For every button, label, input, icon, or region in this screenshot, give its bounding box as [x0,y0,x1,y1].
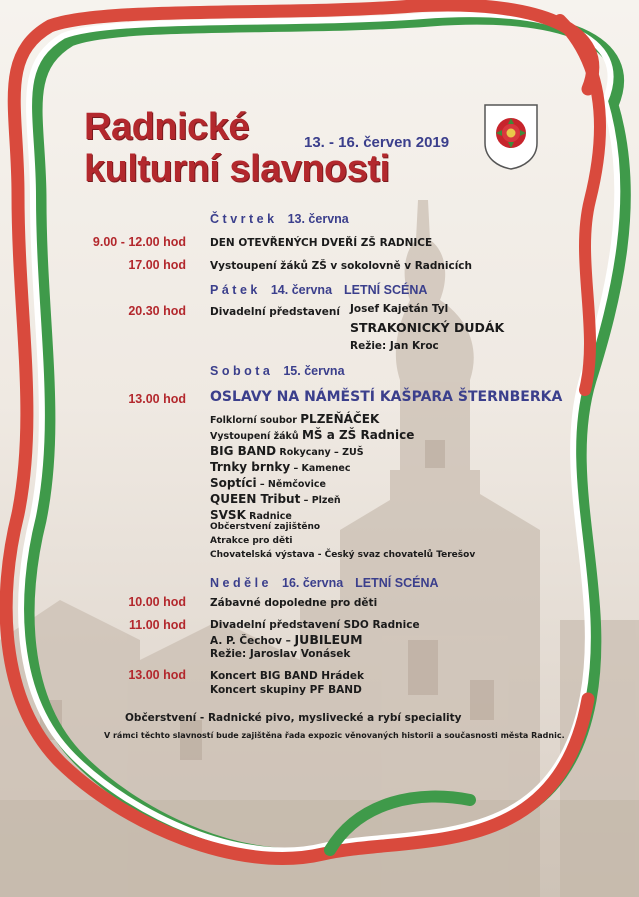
day-header-saturday [210,364,345,378]
event-title: Divadelní představení SDO Radnice [210,619,420,631]
play-author: Josef Kajetán Tyl [350,303,449,315]
day-date: 14. června [270,283,333,297]
day-name: Čtvrtek [210,212,278,226]
performer-item: BIG BAND Rokycany – ZUŠ [210,444,364,458]
event-title: Vystoupení žáků ZŠ v sokolovně v Radnicích [210,260,473,272]
day-header-thursday [210,212,349,226]
event-time: 11.00 hod [129,618,186,632]
extras-item: Občerstvení zajištěno [210,522,321,532]
event-time: 10.00 hod [128,595,186,609]
performer-item: Vystoupení žáků MŠ a ZŠ Radnice [210,428,415,442]
event-time: 9.00 - 12.00 hod [92,235,186,249]
day-name: Neděle [210,576,272,590]
venue: LETNÍ SCÉNA [344,283,428,297]
performer-item: SVSK Radnice [210,508,292,522]
performer-item: QUEEN Tribut – Plzeň [210,492,341,506]
event-title: DEN OTEVŘENÝCH DVEŘÍ ZŠ RADNICE [210,237,433,249]
day-date: 16. června [282,576,344,590]
play-line: A. P. Čechov – JUBILEUM [210,632,363,647]
day-date: 15. června [283,364,345,378]
extras-item: Atrakce pro děti [210,536,293,546]
footer-note: V rámci těchto slavností bude zajištěna řada expozic věnovaných historii a současnosti města Radnic. [104,731,565,740]
performer-item: Folklorní soubor PLZEŇÁČEK [210,412,380,426]
performer-list [210,412,414,524]
event-title: Zábavné dopoledne pro děti [210,597,378,609]
title-line1: Radnické [84,106,249,148]
day-header-friday [210,283,427,297]
event-time: 17.00 hod [128,258,186,272]
play-title: STRAKONICKÝ DUDÁK [350,320,505,335]
extras-item: Chovatelská výstava - Český svaz chovatelů Terešov [210,550,476,560]
extras-list [210,520,475,562]
event-time: 13.00 hod [128,392,186,406]
performer-item: Trnky brnky – Kamenec [210,460,351,474]
event-time: 20.30 hod [128,304,186,318]
performer-item: Soptíci – Němčovice [210,476,326,490]
day-date: 13. června [287,212,349,226]
date-range: 13. - 16. červen 2019 [304,134,450,151]
refreshments-note: Občerstvení - Radnické pivo, myslivecké a rybí speciality [125,712,462,724]
event-title-2: Koncert skupiny PF BAND [210,684,362,696]
event-title: Koncert BIG BAND Hrádek [210,670,364,682]
event-time: 13.00 hod [128,668,186,682]
play-director: Režie: Jan Kroc [350,340,439,352]
event-title-main: OSLAVY NA NÁMĚSTÍ KAŠPARA ŠTERNBERKA [210,389,563,405]
day-header-sunday [210,576,439,590]
event-title: Divadelní představení [210,306,340,318]
title-line2: kulturní slavnosti [84,148,390,190]
rose-crest-icon [483,103,539,171]
play-director: Režie: Jaroslav Vonásek [210,648,351,660]
day-name: Pátek [210,283,261,297]
venue: LETNÍ SCÉNA [355,576,439,590]
day-name: Sobota [210,364,274,378]
